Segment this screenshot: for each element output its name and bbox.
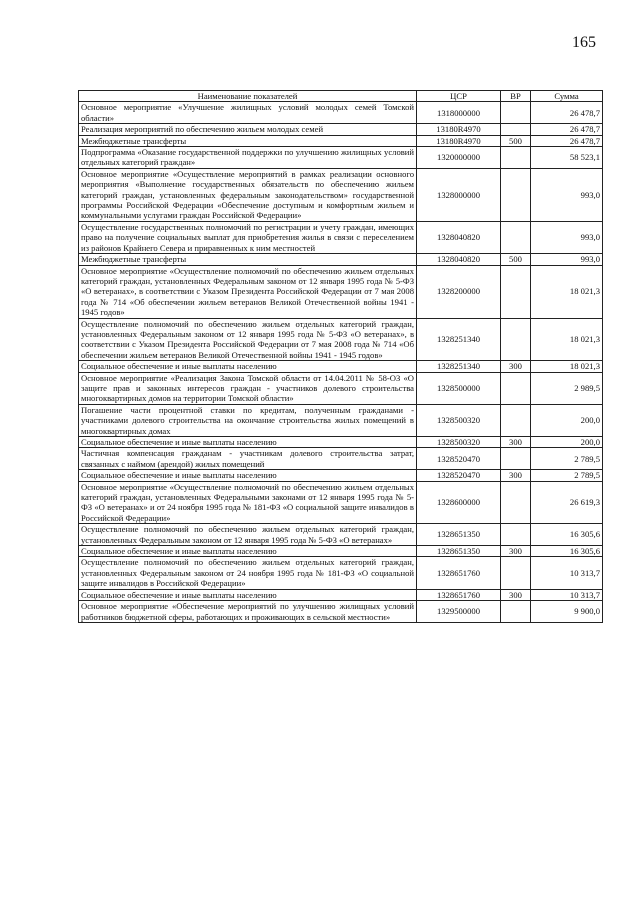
row-csr: 1328651760 bbox=[417, 589, 501, 600]
row-vr bbox=[501, 124, 531, 135]
row-csr: 1328500320 bbox=[417, 404, 501, 436]
row-vr bbox=[501, 221, 531, 253]
table-row bbox=[79, 546, 603, 557]
table-header-row bbox=[79, 91, 603, 102]
row-name: Социальное обеспечение и иные выплаты населению bbox=[79, 361, 417, 372]
table-row bbox=[79, 265, 603, 318]
row-vr: 300 bbox=[501, 470, 531, 481]
row-csr: 1328000000 bbox=[417, 168, 501, 221]
row-csr: 1328651350 bbox=[417, 546, 501, 557]
row-csr: 1328500320 bbox=[417, 437, 501, 448]
table-row bbox=[79, 361, 603, 372]
row-vr bbox=[501, 524, 531, 546]
page-number: 165 bbox=[572, 34, 596, 51]
row-csr: 1328200000 bbox=[417, 265, 501, 318]
row-sum: 10 313,7 bbox=[531, 589, 603, 600]
row-csr: 1328251340 bbox=[417, 361, 501, 372]
row-name: Основное мероприятие «Осуществление полномочий по обеспечению жильем отдельных категорий граждан, установленных Федеральными законами от 12 января 1995 года № 5-ФЗ «О ветеранах» и от 24 ноября 1995 года № 181-ФЗ «О социальной защите инвалидов в Российской Федерации» bbox=[79, 481, 417, 524]
table-row bbox=[79, 601, 603, 623]
row-csr: 1320000000 bbox=[417, 147, 501, 169]
table-row bbox=[79, 448, 603, 470]
row-name: Социальное обеспечение и иные выплаты населению bbox=[79, 546, 417, 557]
row-vr bbox=[501, 102, 531, 124]
row-vr: 300 bbox=[501, 589, 531, 600]
row-vr bbox=[501, 448, 531, 470]
row-sum: 2 789,5 bbox=[531, 470, 603, 481]
table-row bbox=[79, 404, 603, 436]
row-vr: 500 bbox=[501, 254, 531, 265]
row-sum: 993,0 bbox=[531, 221, 603, 253]
row-vr: 300 bbox=[501, 361, 531, 372]
row-csr: 1328500000 bbox=[417, 372, 501, 404]
table-row bbox=[79, 437, 603, 448]
row-vr bbox=[501, 318, 531, 361]
table-row bbox=[79, 481, 603, 524]
table-row bbox=[79, 470, 603, 481]
row-name: Осуществление государственных полномочий по регистрации и учету граждан, имеющих право на получение социальных выплат для приобретения жилья в связи с переселением из районов Крайнего Севера и приравненных к ним местностей bbox=[79, 221, 417, 253]
row-csr: 1328251340 bbox=[417, 318, 501, 361]
row-csr: 1318000000 bbox=[417, 102, 501, 124]
row-name: Основное мероприятие «Реализация Закона Томской области от 14.04.2011 № 58-ОЗ «О защите прав и законных интересов граждан - участников долевого строительства многоквартирных домов на территории Томской области» bbox=[79, 372, 417, 404]
table-row bbox=[79, 372, 603, 404]
table-row bbox=[79, 124, 603, 135]
row-csr: 1328040820 bbox=[417, 221, 501, 253]
header-sum: Сумма bbox=[531, 91, 603, 102]
row-sum: 200,0 bbox=[531, 437, 603, 448]
row-vr: 300 bbox=[501, 546, 531, 557]
row-csr: 1328600000 bbox=[417, 481, 501, 524]
row-vr bbox=[501, 404, 531, 436]
row-name: Подпрограмма «Оказание государственной поддержки по улучшению жилищных условий отдельных категорий граждан» bbox=[79, 147, 417, 169]
table-row bbox=[79, 589, 603, 600]
header-csr: ЦСР bbox=[417, 91, 501, 102]
row-sum: 2 789,5 bbox=[531, 448, 603, 470]
row-name: Социальное обеспечение и иные выплаты населению bbox=[79, 589, 417, 600]
row-name: Межбюджетные трансферты bbox=[79, 254, 417, 265]
row-name: Основное мероприятие «Осуществление полномочий по обеспечению жильем отдельных категорий граждан, установленных Федеральным законом от 12 января 1995 года № 5-ФЗ «О ветеранах», в соответствии с Указом Президента Российской Федерации от 7 мая 2008 года № 714 «Об обеспечении жильем ветеранов Великой Отечественной войны 1941 - 1945 годов» bbox=[79, 265, 417, 318]
row-sum: 26 478,7 bbox=[531, 135, 603, 146]
row-vr bbox=[501, 601, 531, 623]
table-row bbox=[79, 102, 603, 124]
row-name: Социальное обеспечение и иные выплаты населению bbox=[79, 470, 417, 481]
row-csr: 13180R4970 bbox=[417, 135, 501, 146]
row-vr bbox=[501, 168, 531, 221]
header-name: Наименование показателей bbox=[79, 91, 417, 102]
table-row bbox=[79, 524, 603, 546]
row-name: Межбюджетные трансферты bbox=[79, 135, 417, 146]
header-vr: ВР bbox=[501, 91, 531, 102]
row-sum: 18 021,3 bbox=[531, 361, 603, 372]
row-sum: 18 021,3 bbox=[531, 318, 603, 361]
row-sum: 993,0 bbox=[531, 254, 603, 265]
row-name: Основное мероприятие «Осуществление мероприятий в рамках реализации основного мероприятия «Выполнение государственных обязательств по обеспечению жильем категорий граждан, установленных федеральным законодательством» государственной программы Российской Федерации «Обеспечение доступным и комфортным жильем и коммунальными услугами граждан Российской Федерации» bbox=[79, 168, 417, 221]
row-sum: 993,0 bbox=[531, 168, 603, 221]
row-sum: 200,0 bbox=[531, 404, 603, 436]
row-sum: 26 478,7 bbox=[531, 124, 603, 135]
row-name: Осуществление полномочий по обеспечению жильем отдельных категорий граждан, установленных Федеральным законом от 12 января 1995 года № 5-ФЗ «О ветеранах» bbox=[79, 524, 417, 546]
row-csr: 1328040820 bbox=[417, 254, 501, 265]
row-sum: 9 900,0 bbox=[531, 601, 603, 623]
row-sum: 10 313,7 bbox=[531, 557, 603, 589]
row-sum: 26 478,7 bbox=[531, 102, 603, 124]
row-sum: 58 523,1 bbox=[531, 147, 603, 169]
row-name: Погашение части процентной ставки по кредитам, полученным гражданами - участниками долевого строительства на окончание строительства жилых помещений в многоквартирных домах bbox=[79, 404, 417, 436]
row-csr: 1328651350 bbox=[417, 524, 501, 546]
row-vr bbox=[501, 481, 531, 524]
row-csr: 13180R4970 bbox=[417, 124, 501, 135]
row-vr bbox=[501, 147, 531, 169]
table-row bbox=[79, 557, 603, 589]
row-vr bbox=[501, 265, 531, 318]
table-row bbox=[79, 147, 603, 169]
table-row bbox=[79, 254, 603, 265]
row-sum: 16 305,6 bbox=[531, 546, 603, 557]
row-csr: 1329500000 bbox=[417, 601, 501, 623]
row-vr bbox=[501, 372, 531, 404]
row-sum: 26 619,3 bbox=[531, 481, 603, 524]
table-row bbox=[79, 168, 603, 221]
row-csr: 1328520470 bbox=[417, 448, 501, 470]
table-row bbox=[79, 318, 603, 361]
row-name: Осуществление полномочий по обеспечению жильем отдельных категорий граждан, установленных Федеральным законом от 24 ноября 1995 года № 181-ФЗ «О социальной защите инвалидов в Российской Федерации» bbox=[79, 557, 417, 589]
table-row bbox=[79, 135, 603, 146]
row-name: Частичная компенсация гражданам - участникам долевого строительства затрат, связанных с наймом (арендой) жилых помещений bbox=[79, 448, 417, 470]
row-name: Осуществление полномочий по обеспечению жильем отдельных категорий граждан, установленных Федеральным законом от 12 января 1995 года № 5-ФЗ «О ветеранах», в соответствии с Указом Президента Российской Федерации от 7 мая 2008 года № 714 «Об обеспечении жильем ветеранов Великой Отечественной войны 1941 - 1945 годов» bbox=[79, 318, 417, 361]
row-sum: 2 989,5 bbox=[531, 372, 603, 404]
budget-table bbox=[78, 90, 603, 623]
row-vr: 300 bbox=[501, 437, 531, 448]
row-name: Основное мероприятие «Обеспечение мероприятий по улучшению жилищных условий работников бюджетной сферы, работающих и проживающих в сельской местности» bbox=[79, 601, 417, 623]
row-csr: 1328520470 bbox=[417, 470, 501, 481]
table-row bbox=[79, 221, 603, 253]
row-sum: 18 021,3 bbox=[531, 265, 603, 318]
row-vr: 500 bbox=[501, 135, 531, 146]
row-sum: 16 305,6 bbox=[531, 524, 603, 546]
row-name: Основное мероприятие «Улучшение жилищных условий молодых семей Томской области» bbox=[79, 102, 417, 124]
row-csr: 1328651760 bbox=[417, 557, 501, 589]
row-name: Реализация мероприятий по обеспечению жильем молодых семей bbox=[79, 124, 417, 135]
row-vr bbox=[501, 557, 531, 589]
row-name: Социальное обеспечение и иные выплаты населению bbox=[79, 437, 417, 448]
